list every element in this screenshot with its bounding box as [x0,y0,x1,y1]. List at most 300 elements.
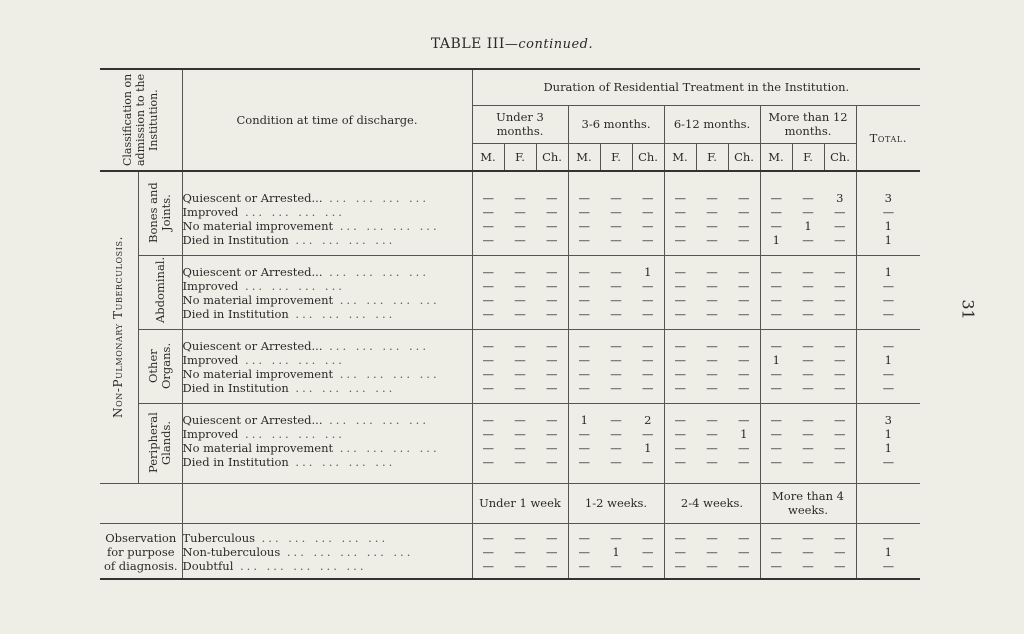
value-cell [632,559,664,573]
value-text: 1 [884,219,892,233]
table-row [100,205,920,219]
value-cell [856,455,920,469]
value-cell [600,559,632,573]
value-text: — [802,427,814,441]
leader-dots: ... ... ... ... [322,413,429,427]
value-text: — [674,559,686,573]
value-text: — [514,545,526,559]
value-text: 1 [644,265,652,279]
value-cell [472,353,504,367]
value-cell [632,191,664,205]
value-cell [696,381,728,395]
value-text: — [738,381,750,395]
value-text: — [642,191,654,205]
leader-dots: ... ... ... ... [333,219,440,233]
value-text: — [482,455,494,469]
value-text: — [610,339,622,353]
value-text: — [706,381,718,395]
leader-dots: ... ... ... ... [322,191,429,205]
value-text: 1 [884,545,892,559]
value-text: — [882,279,895,293]
value-cell [472,559,504,573]
value-text: — [706,205,718,219]
value-cell [728,307,760,321]
value-cell [792,339,824,353]
value-cell [728,367,760,381]
leader-dots: ... ... ... ... [333,367,440,381]
value-cell [728,191,760,205]
value-cell [760,233,792,247]
value-cell [472,219,504,233]
value-text: — [674,353,686,367]
table-row [100,279,920,293]
value-cell [472,191,504,205]
value-cell [760,219,792,233]
value-cell [760,413,792,427]
condition-cell [182,353,472,367]
value-cell [472,531,504,545]
value-text: — [738,339,750,353]
table-row [100,265,920,279]
value-text: — [482,545,494,559]
value-cell [792,441,824,455]
value-cell [856,413,920,427]
value-text: — [514,559,526,573]
value-cell [728,413,760,427]
value-cell [664,367,696,381]
value-cell [856,191,920,205]
value-cell [856,367,920,381]
value-cell [824,455,856,469]
value-text: — [802,455,814,469]
value-text: — [578,205,590,219]
value-cell [472,455,504,469]
sub-header-f: F. [696,143,728,171]
value-text: — [482,233,494,247]
value-text: — [610,367,622,381]
leader-dots: ... ... ... ... [238,427,345,441]
value-text: — [514,381,526,395]
value-text: — [642,339,654,353]
value-cell [536,233,568,247]
value-cell [600,191,632,205]
value-text: 1 [884,265,892,279]
value-cell [504,353,536,367]
value-cell [792,427,824,441]
value-cell [760,367,792,381]
value-text: 1 [580,413,588,427]
condition-cell [182,265,472,279]
value-cell [568,367,600,381]
value-cell [568,307,600,321]
value-text: — [882,531,895,545]
value-cell [632,367,664,381]
value-text: — [706,545,718,559]
value-text: — [706,455,718,469]
value-text: — [674,367,686,381]
value-cell [824,413,856,427]
value-cell [760,191,792,205]
value-text: — [706,367,718,381]
observation-label-line: for purpose [100,545,182,559]
value-text: — [546,219,558,233]
value-text: — [546,367,558,381]
value-text: — [546,545,558,559]
value-text: — [642,353,654,367]
value-text: — [770,219,782,233]
condition-label: Quiescent or Arrested... [182,339,323,353]
value-cell [504,219,536,233]
value-cell [856,205,920,219]
value-text: — [514,441,526,455]
value-cell [728,545,760,559]
value-cell [760,545,792,559]
value-text: — [610,455,622,469]
value-cell [568,441,600,455]
value-cell [664,233,696,247]
value-text: — [610,307,622,321]
table-row [100,293,920,307]
value-cell [792,455,824,469]
value-text: — [482,381,494,395]
value-text: — [706,441,718,455]
value-text: — [738,455,750,469]
sub-header-ch: Ch. [632,143,664,171]
value-cell [600,205,632,219]
value-cell [536,219,568,233]
value-cell [760,559,792,573]
leader-dots: ... ... ... ... [333,293,440,307]
value-cell [696,233,728,247]
value-text: — [674,413,686,427]
value-text: — [802,293,814,307]
value-cell [824,219,856,233]
value-cell [568,427,600,441]
value-text: — [610,233,622,247]
value-cell [472,427,504,441]
value-text: — [578,381,590,395]
condition-cell [182,545,472,559]
period-header-0: Under 3 months. [472,105,568,143]
value-text: — [514,427,526,441]
value-cell [632,219,664,233]
value-cell [824,205,856,219]
value-text: — [738,233,750,247]
condition-label: Died in Institution [182,307,289,321]
condition-label: Died in Institution [182,233,289,247]
condition-label: Died in Institution [182,455,289,469]
value-cell [600,545,632,559]
value-text: — [642,455,654,469]
value-text: — [642,427,654,441]
value-text: — [546,233,558,247]
value-cell [600,265,632,279]
value-text: — [514,413,526,427]
table-row [100,339,920,353]
value-cell [568,205,600,219]
value-cell [824,441,856,455]
value-cell [504,427,536,441]
value-text: — [770,441,782,455]
value-cell [792,279,824,293]
condition-cell [182,293,472,307]
value-cell [728,455,760,469]
value-text: — [642,205,654,219]
sub-header-m: M. [568,143,600,171]
value-cell [568,381,600,395]
value-cell [568,353,600,367]
value-text: — [578,279,590,293]
value-cell [696,339,728,353]
value-text: — [482,293,494,307]
value-text: — [738,531,750,545]
condition-cell [182,427,472,441]
value-text: — [642,307,654,321]
value-text: — [770,455,782,469]
value-cell [568,413,600,427]
value-text: — [610,219,622,233]
value-text: — [578,265,590,279]
value-cell [824,233,856,247]
value-text: — [514,293,526,307]
condition-label: Tuberculous [182,531,255,545]
value-text: — [706,531,718,545]
value-cell [536,381,568,395]
table-row [100,381,920,395]
value-text: — [770,413,782,427]
value-text: — [834,265,846,279]
table-row [100,441,920,455]
condition-cell [182,531,472,545]
value-cell [792,265,824,279]
sub-header-f: F. [504,143,536,171]
value-text: — [546,559,558,573]
value-cell [536,367,568,381]
value-cell [696,205,728,219]
value-cell [824,531,856,545]
condition-cell [182,455,472,469]
value-text: — [514,265,526,279]
value-cell [856,279,920,293]
value-cell [632,205,664,219]
leader-dots: ... ... ... ... ... [280,545,414,559]
value-text: 2 [644,413,652,427]
value-cell [632,413,664,427]
value-text: — [738,191,750,205]
value-cell [536,307,568,321]
value-cell [568,545,600,559]
value-cell [792,293,824,307]
condition-cell [182,559,472,573]
leader-dots: ... ... ... ... [288,307,396,321]
value-text: — [482,307,494,321]
group-label: Other Organs. [138,329,182,403]
value-cell [472,293,504,307]
value-text: — [674,293,686,307]
value-text: — [546,441,558,455]
condition-label: Improved [182,427,239,441]
value-text: — [514,531,526,545]
value-cell [504,413,536,427]
value-cell [472,413,504,427]
value-text: — [802,559,814,573]
value-cell [632,531,664,545]
value-cell [856,545,920,559]
obs-period-header-3: More than 4 weeks. [760,483,856,523]
value-text: — [738,545,750,559]
value-text: — [514,233,526,247]
value-text: — [834,219,846,233]
value-cell [792,205,824,219]
table-row [100,545,920,559]
value-text: — [514,307,526,321]
table-row [100,531,920,545]
value-cell [856,219,920,233]
value-cell [664,205,696,219]
table-row [100,191,920,205]
value-cell [600,307,632,321]
group-label: Bones and Joints. [138,171,182,255]
value-text: — [674,455,686,469]
value-cell [536,413,568,427]
value-text: — [546,381,558,395]
value-text: 1 [884,233,892,247]
value-cell [536,559,568,573]
value-text: — [546,293,558,307]
value-text: — [738,413,750,427]
value-text: — [482,265,494,279]
condition-cell [182,441,472,455]
table-row [100,413,920,427]
value-cell [504,293,536,307]
condition-label: No material improvement [182,441,334,455]
value-text: — [802,307,814,321]
leader-dots: ... ... ... ... [238,279,345,293]
value-text: — [578,191,590,205]
value-cell [728,531,760,545]
value-text: — [546,455,558,469]
value-text: — [834,353,846,367]
value-cell [696,293,728,307]
value-text: — [738,441,750,455]
value-cell [760,339,792,353]
leader-dots: ... ... ... ... [288,381,396,395]
condition-label: No material improvement [182,367,334,381]
value-text: — [770,293,782,307]
leader-dots: ... ... ... ... ... [255,531,389,545]
value-cell [536,191,568,205]
value-text: — [610,293,622,307]
value-text: — [706,307,718,321]
value-cell [632,279,664,293]
value-text: — [882,559,895,573]
value-cell [856,381,920,395]
value-cell [568,219,600,233]
value-text: — [882,339,895,353]
value-text: — [674,307,686,321]
value-text: — [674,279,686,293]
value-cell [664,455,696,469]
condition-label: Quiescent or Arrested... [182,413,323,427]
value-text: — [578,455,590,469]
value-text: — [706,427,718,441]
condition-cell [182,367,472,381]
value-text: — [834,307,846,321]
value-text: 1 [804,219,812,233]
value-text: 1 [644,441,652,455]
value-cell [504,367,536,381]
value-cell [696,427,728,441]
value-cell [696,219,728,233]
value-cell [664,545,696,559]
value-text: — [802,381,814,395]
value-cell [728,559,760,573]
value-cell [664,353,696,367]
value-text: — [642,279,654,293]
value-cell [728,339,760,353]
value-cell [536,441,568,455]
period-header-3: More than 12 months. [760,105,856,143]
value-cell [600,381,632,395]
condition-label: No material improvement [182,219,334,233]
value-text: — [770,279,782,293]
value-cell [472,381,504,395]
leader-dots: ... ... ... ... [322,265,429,279]
value-cell [792,545,824,559]
classification-header: Classification on admission to the Institution. [100,69,182,171]
value-cell [664,265,696,279]
value-text: 1 [884,353,892,367]
condition-label: Improved [182,353,239,367]
value-text: — [610,353,622,367]
value-cell [504,205,536,219]
value-text: — [546,191,558,205]
value-cell [568,531,600,545]
value-cell [600,427,632,441]
value-cell [664,293,696,307]
leader-dots: ... ... ... ... [288,233,396,247]
value-text: — [770,191,782,205]
value-cell [632,265,664,279]
value-cell [504,455,536,469]
value-text: 1 [884,441,892,455]
leader-dots: ... ... ... ... [288,455,396,469]
value-text: — [834,205,846,219]
value-text: — [706,219,718,233]
value-text: — [610,381,622,395]
value-cell [632,381,664,395]
value-cell [760,307,792,321]
sub-header-ch: Ch. [536,143,568,171]
value-cell [824,545,856,559]
value-cell [536,293,568,307]
sub-header-ch: Ch. [824,143,856,171]
value-cell [696,531,728,545]
table-row [100,219,920,233]
value-cell [760,279,792,293]
value-text: — [514,205,526,219]
value-cell [728,205,760,219]
value-cell [504,279,536,293]
value-cell [504,441,536,455]
table-row [100,455,920,469]
value-text: — [578,233,590,247]
value-cell [664,441,696,455]
value-cell [760,353,792,367]
condition-header: Condition at time of discharge. [182,69,472,171]
leader-dots: ... ... ... ... [333,441,440,455]
value-text: — [642,559,654,573]
